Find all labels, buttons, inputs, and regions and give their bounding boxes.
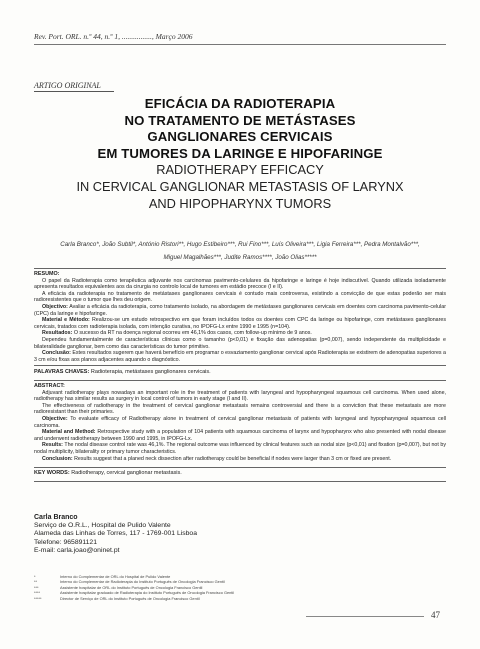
resumo-intro-1: O papel da Radioterapia como terapêutica adjuvante nos carcinomas pavimento-celulares da hipofaringe e laringe é hoje indiscutível. Quando utilizada isoladamente apresenta resultados equivalentes aos da cirurgia no controlo local de tumores em estádio precoce (I e II).	[34, 277, 446, 291]
abstract-material-text: Retrospective study with a population of 104 patients with squamous carcinoma of larynx and hypopharynx who also presented with nodal disease and underwent radiotherapy between 1990 and 1995, in IPOFG-Lx.	[34, 429, 446, 442]
title-pt-line-4: EM TUMORES DA LARINGE E HIPOFARINGE	[97, 145, 383, 161]
keywords-pt-text: Radioterapia, metástases ganglionares cervicais.	[90, 369, 211, 375]
abstract-material	[34, 429, 446, 442]
keywords-pt-label: PALAVRAS CHAVES:	[34, 369, 90, 375]
contact-email: E-mail: carla.joao@oninet.pt	[34, 546, 120, 554]
abstract-results	[34, 442, 446, 455]
resumo-conclusion	[34, 350, 446, 363]
resumo-results-2: Dependeu fundamentalmente de características clínicas como o tamanho (p<0,01) e fixação das adenopatias (p=0,007), sendo independente da multiplicidade e bilateralidade ganglionar, bem como das características do tumor primitivo.	[34, 336, 446, 350]
resumo-intro-2: A eficácia da radioterapia no tratamento de metástases ganglionares cervicais é contudo mais controversa, existindo a convicção de que estas poderão ser mais radioresistentes que o tumor que lhes deu origem.	[34, 290, 446, 304]
footnote-text: Interno do Complementar de Radioterapia do Instituto Português de Oncologia Francisco Gentil	[60, 579, 225, 585]
footnote-mark: **	[34, 579, 38, 585]
resumo-conclusion-label: Conclusão:	[42, 350, 71, 357]
page-number: 47	[431, 610, 440, 620]
keywords-pt	[34, 369, 446, 376]
abstract-conclusion-text: Results suggest that a planed neck dissection after radiotherapy could be beneficial if nodes were larger than 3 cm or fixed are present.	[74, 455, 392, 462]
page-number-rule	[306, 616, 424, 617]
keywords-en-bottom-rule	[34, 481, 446, 482]
title-pt-line-1: EFICÁCIA DA RADIOTERAPIA	[144, 96, 336, 111]
authors-line-2: Miguel Magalhães***, Judite Ramos****, João Olias*****	[163, 254, 317, 261]
author-list	[40, 238, 440, 264]
footnote-text: Interno do Complementar de ORL do Hospital de Pulido Valente	[60, 574, 171, 579]
resumo-conclusion-text: Estes resultados sugerem que haverá benefício em programar o esvaziamento ganglionar cervical após Radioterapia se existirem de adenopatias superiores a 3 cm e/ou fixas aos planos adjacentes aquando o diagnóstico.	[34, 350, 446, 363]
abstract-heading: ABSTRACT:	[34, 383, 65, 389]
footnote-mark: *	[34, 574, 36, 579]
resumo-heading: RESUMO:	[34, 271, 60, 277]
resumo-section	[34, 271, 446, 363]
contact-address-2: Alameda das Linhas de Torres, 117 - 1769-001 Lisboa	[34, 530, 197, 538]
resumo-material-text: Realizou-se um estudo retrospectivo em que foram incluídos todos os doentes com CPC da laringe ou hipofaringe, com metástases ganglionares cervicais, tratados com radioterapia isolada, com intenção curativa, no IPOFG-Lx entre 1990 e 1995 (n=104).	[34, 317, 446, 330]
resumo-material-label: Material e Método:	[42, 317, 90, 324]
abstract-top-rule	[34, 380, 446, 381]
abstract-objective-text: To evaluate efficacy of Radiotherapy alone in treatment of cervical ganglionar metastasis of patients with laryngeal and hypopharyngeal squamous cell carcinoma.	[34, 415, 446, 429]
resumo-objective-text: Avaliar a eficácia da radioterapia, como tratamento isolado, na abordagem de metástases ganglionares cervicais em doentes com carcinoma pavimento-celular (CPC) da laringe e hipofaringe.	[34, 303, 446, 317]
footnote-text: Assistente hospitalar graduado de Radioterapia do Instituto Português de Oncologia Francisco Gentil	[60, 590, 235, 596]
keywords-en-rule	[34, 467, 446, 468]
footnote-mark: ***	[34, 584, 39, 590]
footnote-text: Director de Serviço de ORL do Instituto Português de Oncologia Francisco Gentil	[60, 595, 200, 601]
journal-reference: Rev. Port. ORL. n.º 44, n.º 1, ................, Março 2006	[34, 32, 193, 41]
section-label: ARTIGO ORIGINAL	[34, 81, 114, 92]
abstract-objective	[34, 416, 446, 429]
header-rule	[34, 44, 446, 45]
contact-phone: Telefone: 965891121	[34, 538, 97, 546]
abstract-material-label: Material and Method:	[42, 429, 96, 436]
footnote-row	[34, 596, 234, 601]
abstract-conclusion-label: Conclusion:	[42, 455, 73, 462]
correspondence-block	[34, 514, 197, 555]
abstract-intro-1: Adjuvant radiotherapy plays nowadays an important role in the treatment of patients with laryngeal and hypopharyngeal squamous cell carcinoma. When used alone, radiotherapy has similar results as surgery in local control of tumors in early stage (I and II).	[34, 389, 446, 403]
keywords-en	[34, 470, 446, 477]
contact-address-1: Serviço de O.R.L., Hospital de Pulido Valente	[34, 522, 171, 530]
abstract-conclusion	[34, 456, 446, 463]
abstract-intro-2: The effectiveness of radiotherapy in the treatment of cervical ganglionar metastasis remains controversial and there is a conviction that these metastasis are more radioresistant than their primaries.	[34, 402, 446, 416]
resumo-objective	[34, 304, 446, 317]
resumo-results-text: O sucesso da RT na doença regional ocorreu em 46,1% dos casos, com follow-up mínimo de 9 anos.	[73, 330, 312, 337]
resumo-results-label: Resultados:	[42, 330, 73, 337]
keywords-en-text: Radiotherapy, cervical ganglionar metastasis.	[71, 470, 182, 476]
resumo-objective-label: Objectivo:	[42, 303, 68, 310]
abstract-results-label: Results:	[42, 442, 63, 449]
title-en-line-1: RADIOTHERAPY EFFICACY	[156, 162, 324, 177]
title-block	[20, 96, 460, 212]
footnote-mark: ****	[34, 590, 41, 596]
contact-name: Carla Branco	[34, 514, 78, 521]
authors-line-1: Carla Branco*, João Subtil*, António Ristori**, Hugo Estibeiro***, Rui Fino***, Luís Oliveira***, Ligia Ferreira***, Pedra Montalvão***,	[60, 241, 420, 248]
resumo-material	[34, 317, 446, 330]
title-pt-line-3: GANGLIONARES CERVICAIS	[147, 129, 333, 144]
footnote-text: Assistente hospitalar de ORL do Instituto Português de Oncologia Francisco Gentil	[60, 584, 203, 590]
affiliation-footnotes	[34, 574, 234, 601]
resumo-top-rule	[34, 268, 446, 269]
keywords-en-label: KEY WORDS:	[34, 470, 70, 476]
footnote-mark: *****	[34, 595, 42, 601]
abstract-section	[34, 383, 446, 462]
abstract-objective-label: Objective:	[42, 415, 68, 422]
title-en-line-3: AND HIPOPHARYNX TUMORS	[148, 195, 332, 211]
title-en-line-2: IN CERVICAL GANGLIONAR METASTASIS OF LARYNX	[76, 178, 404, 194]
keywords-pt-rule	[34, 365, 446, 366]
title-pt-line-2: NO TRATAMENTO DE METÁSTASES	[124, 112, 356, 128]
resumo-results	[34, 330, 446, 337]
abstract-results-text: The nodal disease control rate was 46,1%. The regional outcome was influenced by clinical features such as nodal size (p<0,01) and fixation (p=0,007), but not by nodal multiplicity, bilaterality or primary tumor characteristics.	[34, 442, 446, 455]
